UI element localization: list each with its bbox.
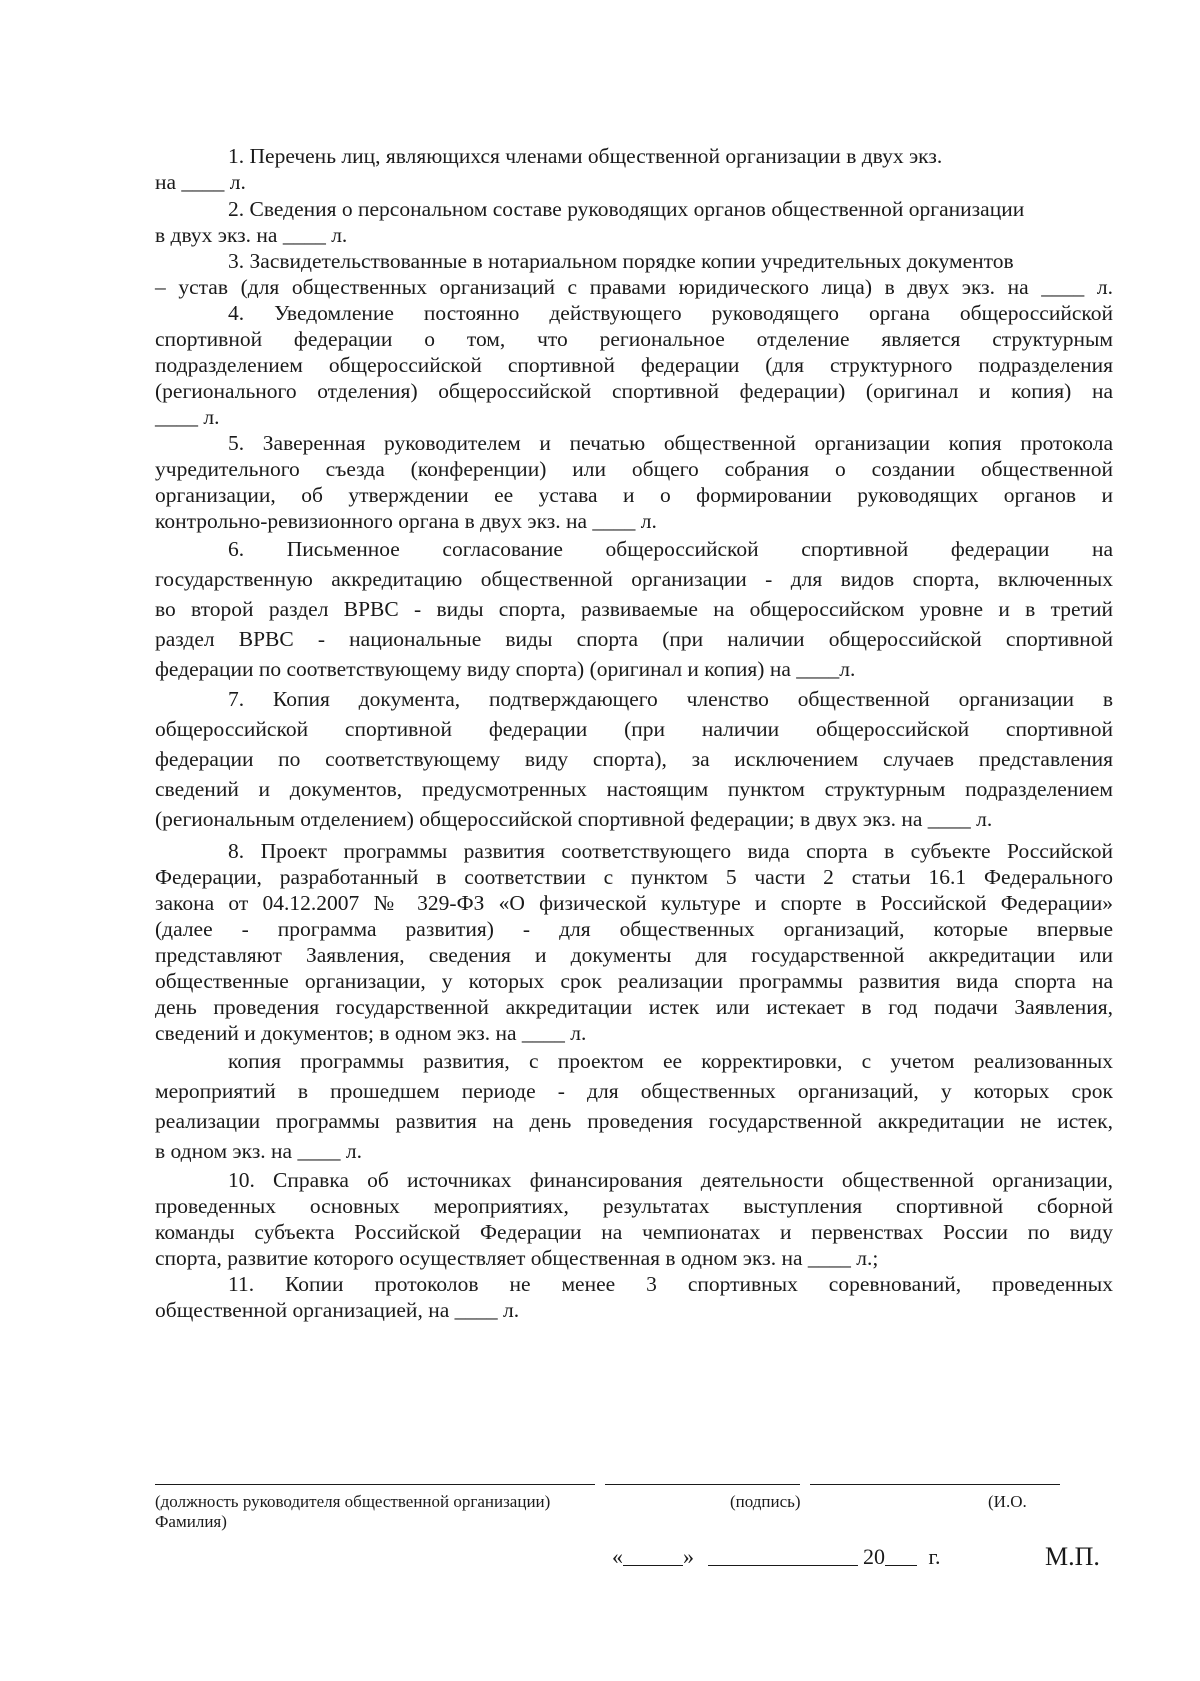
signature-caption: (подпись) [730, 1492, 801, 1511]
month-blank [708, 1545, 858, 1566]
item-4-line-2: спортивной федерации о том, что региональное отделение является структурным [155, 327, 1113, 351]
item-7-line-5: (региональным отделением) общероссийской спортивной федерации; в двух экз. на ____ л. [155, 807, 993, 831]
item-8-line-5: представляют Заявления, сведения и документы для государственной аккредитации или [155, 943, 1113, 967]
item-3-line-2: – устав (для общественных организаций с правами юридического лица) в двух экз. на ____ л. [155, 275, 1113, 299]
position-signature-line [155, 1484, 595, 1485]
item-8-line-7: день проведения государственной аккредитации истек или истекает в год подачи Заявления, [155, 995, 1113, 1019]
item-9-line-2: мероприятий в прошедшем периоде - для общественных организаций, у которых срок [155, 1079, 1113, 1103]
item-1-line-1: 1. Перечень лиц, являющихся членами общественной организации в двух экз. [228, 144, 943, 168]
item-11-line-2: общественной организацией, на ____ л. [155, 1298, 520, 1322]
item-8-line-1: 8. Проект программы развития соответствующего вида спорта в субъекте Российской [228, 839, 1113, 863]
item-1-line-2: на ____ л. [155, 170, 246, 194]
seal-mark: М.П. [1045, 1542, 1100, 1571]
position-caption-surname: Фамилия) [155, 1512, 227, 1531]
date-close-quote: » [683, 1544, 694, 1569]
item-2-line-1: 2. Сведения о персональном составе руководящих органов общественной организации [228, 197, 1025, 221]
year-blank [885, 1545, 917, 1566]
item-4-line-4: (регионального отделения) общероссийской спортивной федерации) (оригинал и копия) на [155, 379, 1113, 403]
position-caption: (должность руководителя общественной организации) [155, 1492, 551, 1511]
item-7-line-3: федерации по соответствующему виду спорта), за исключением случаев представления [155, 747, 1113, 771]
item-7-line-1: 7. Копия документа, подтверждающего членство общественной организации в [228, 687, 1113, 711]
name-signature-line [810, 1484, 1060, 1485]
item-5-line-2: учредительного съезда (конференции) или общего собрания о создании общественной [155, 457, 1113, 481]
year-prefix: 20 [863, 1544, 885, 1569]
day-blank [623, 1545, 683, 1566]
item-8-line-8: сведений и документов; в одном экз. на ____ л. [155, 1021, 587, 1045]
item-10-line-4: спорта, развитие которого осуществляет общественная в одном экз. на ____ л.; [155, 1246, 879, 1270]
signature-line [605, 1484, 800, 1485]
item-6-line-3: во второй раздел ВРВС - виды спорта, развиваемые на общероссийском уровне и в третий [155, 597, 1113, 621]
date-open-quote: « [612, 1544, 623, 1569]
item-9-line-1: копия программы развития, с проектом ее корректировки, с учетом реализованных [228, 1049, 1113, 1073]
name-caption: (И.О. [988, 1492, 1027, 1511]
item-9-line-3: реализации программы развития на день проведения государственной аккредитации не истек, [155, 1109, 1113, 1133]
item-3-line-1: 3. Засвидетельствованные в нотариальном порядке копии учредительных документов [228, 249, 1014, 273]
item-6-line-4: раздел ВРВС - национальные виды спорта (при наличии общероссийской спортивной [155, 627, 1113, 651]
item-11-line-1: 11. Копии протоколов не менее 3 спортивных соревнований, проведенных [228, 1272, 1113, 1296]
item-8-line-3: закона от 04.12.2007 № 329-ФЗ «О физической культуре и спорте в Российской Федерации» [155, 891, 1113, 915]
year-suffix: г. [928, 1544, 941, 1569]
item-6-line-5: федерации по соответствующему виду спорта) (оригинал и копия) на ____л. [155, 657, 856, 681]
item-7-line-4: сведений и документов, предусмотренных настоящим пунктом структурным подразделением [155, 777, 1113, 801]
item-6-line-1: 6. Письменное согласование общероссийской спортивной федерации на [228, 537, 1113, 561]
item-9-line-4: в одном экз. на ____ л. [155, 1139, 362, 1163]
item-10-line-3: команды субъекта Российской Федерации на чемпионатах и первенствах России по виду [155, 1220, 1113, 1244]
item-4-line-5: ____ л. [155, 405, 220, 429]
item-10-line-2: проведенных основных мероприятиях, результатах выступления спортивной сборной [155, 1194, 1113, 1218]
item-6-line-2: государственную аккредитацию общественной организации - для видов спорта, включенных [155, 567, 1113, 591]
date-line [612, 1544, 941, 1570]
item-5-line-1: 5. Заверенная руководителем и печатью общественной организации копия протокола [228, 431, 1113, 455]
item-2-line-2: в двух экз. на ____ л. [155, 223, 348, 247]
item-7-line-2: общероссийской спортивной федерации (при наличии общероссийской спортивной [155, 717, 1113, 741]
item-8-line-4: (далее - программа развития) - для общественных организаций, которые впервые [155, 917, 1113, 941]
item-5-line-4: контрольно-ревизионного органа в двух экз. на ____ л. [155, 509, 657, 533]
item-8-line-2: Федерации, разработанный в соответствии с пунктом 5 части 2 статьи 16.1 Федерального [155, 865, 1113, 889]
item-4-line-1: 4. Уведомление постоянно действующего руководящего органа общероссийской [228, 301, 1113, 325]
item-5-line-3: организации, об утверждении ее устава и о формировании руководящих органов и [155, 483, 1113, 507]
item-10-line-1: 10. Справка об источниках финансирования деятельности общественной организации, [228, 1168, 1113, 1192]
item-8-line-6: общественные организации, у которых срок реализации программы развития вида спорта на [155, 969, 1113, 993]
item-4-line-3: подразделением общероссийской спортивной федерации (для структурного подразделения [155, 353, 1113, 377]
